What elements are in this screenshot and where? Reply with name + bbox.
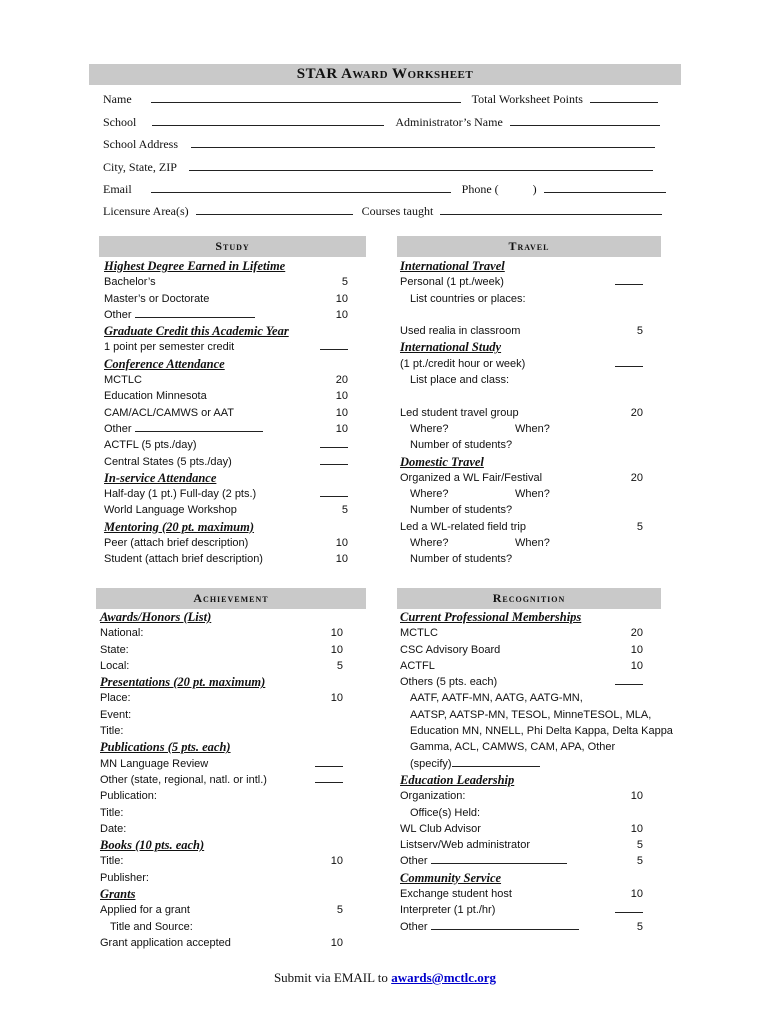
achievement-heading: Achievement xyxy=(96,588,366,609)
mentoring-title: Mentoring (20 pt. maximum) xyxy=(104,519,255,534)
admin-field[interactable] xyxy=(510,114,660,126)
email-link[interactable]: awards@mctlc.org xyxy=(391,970,497,985)
lead-other-label: Other xyxy=(400,855,428,868)
memberships-title: Current Professional Memberships xyxy=(400,610,582,624)
presentations-title: Presentations (20 pt. maximum) xyxy=(100,675,266,690)
books-points: 10 xyxy=(330,855,343,868)
listserv-points: 5 xyxy=(636,839,643,852)
phone-close: ) xyxy=(532,182,537,196)
countries-label: List countries or places: xyxy=(410,292,526,305)
domestic-title: Domestic Travel xyxy=(400,454,484,469)
bachelors-points: 5 xyxy=(341,276,348,289)
halfday-points-field[interactable] xyxy=(320,487,348,497)
wlw-points: 5 xyxy=(341,504,348,517)
publisher-label: Publisher: xyxy=(100,871,149,884)
where-label: Where? xyxy=(410,422,449,435)
masters-label: Master’s or Doctorate xyxy=(104,292,210,305)
study-rate-label: (1 pt./credit hour or week) xyxy=(400,357,526,370)
peer-label: Peer (attach brief description) xyxy=(104,537,249,550)
organization-label: Organization: xyxy=(400,790,466,803)
orgs-line-1: AATF, AATF-MN, AATG, AATG-MN, xyxy=(410,692,583,705)
num-students-label: Number of students? xyxy=(410,504,513,517)
edmn-points: 10 xyxy=(335,390,348,403)
grants-title: Grants xyxy=(100,887,136,902)
realia-points: 5 xyxy=(636,325,643,338)
email-field[interactable] xyxy=(151,181,451,193)
cam-label: CAM/ACL/CAMWS or AAT xyxy=(104,406,234,419)
event-label: Event: xyxy=(100,708,132,721)
wlclub-label: WL Club Advisor xyxy=(400,822,481,835)
school-field[interactable] xyxy=(152,114,384,126)
date-label: Date: xyxy=(100,822,127,835)
csc-points: 10 xyxy=(630,643,643,656)
orgs-line-3: Education MN, NNELL, Phi Delta Kappa, Delta Kappa xyxy=(410,725,673,738)
publication-label: Publication: xyxy=(100,790,157,803)
orgs-line-4: Gamma, ACL, CAMWS, CAM, APA, Other xyxy=(410,741,616,754)
interp-points-field[interactable] xyxy=(615,903,643,913)
office-label: Office(s) Held: xyxy=(410,806,481,819)
publications-title: Publications (5 pts. each) xyxy=(100,740,231,755)
organization-points: 10 xyxy=(630,790,643,803)
masters-points: 10 xyxy=(335,292,348,305)
intl-travel-title: International Travel xyxy=(400,259,505,273)
city-row xyxy=(103,159,653,175)
name-row xyxy=(103,91,658,107)
admin-label: Administrator’s Name xyxy=(395,115,503,129)
fair-points: 20 xyxy=(630,471,643,484)
num-students-label: Number of students? xyxy=(410,439,513,452)
wlclub-points: 10 xyxy=(630,822,643,835)
mctlc-label: MCTLC xyxy=(104,374,142,387)
national-label: National: xyxy=(100,627,144,640)
community-title: Community Service xyxy=(400,870,502,885)
conf-other-field[interactable] xyxy=(135,422,263,432)
accepted-points: 10 xyxy=(330,936,343,949)
credit-title: Graduate Credit this Academic Year xyxy=(104,324,289,339)
conf-other-label: Other xyxy=(104,422,132,435)
title-source-label: Title and Source: xyxy=(110,920,193,933)
memb-mctlc-points: 20 xyxy=(630,627,643,640)
phone-field[interactable] xyxy=(544,181,666,193)
comm-other-field[interactable] xyxy=(431,920,579,930)
degree-other-field[interactable] xyxy=(135,308,255,318)
listserv-label: Listserv/Web administrator xyxy=(400,839,531,852)
central-points-field[interactable] xyxy=(320,455,348,465)
local-points: 5 xyxy=(336,659,343,672)
state-points: 10 xyxy=(330,643,343,656)
host-label: Exchange student host xyxy=(400,888,512,901)
awards-title: Awards/Honors (List) xyxy=(100,610,212,624)
where-label: Where? xyxy=(410,488,449,501)
name-field[interactable] xyxy=(151,91,461,103)
when-label: When? xyxy=(515,488,550,501)
travel-column xyxy=(400,258,643,568)
wlw-label: World Language Workshop xyxy=(104,504,237,517)
when-label: When? xyxy=(515,537,550,550)
memb-mctlc-label: MCTLC xyxy=(400,627,438,640)
footer xyxy=(0,970,770,986)
courses-label: Courses taught xyxy=(361,204,434,218)
memb-actfl-points: 10 xyxy=(630,659,643,672)
bachelors-label: Bachelor’s xyxy=(104,276,156,289)
when-label: When? xyxy=(515,422,550,435)
specify-field[interactable] xyxy=(452,757,540,767)
comm-other-points: 5 xyxy=(636,920,643,933)
recognition-heading: Recognition xyxy=(397,588,661,609)
central-label: Central States (5 pts./day) xyxy=(104,455,232,468)
orgs-line-2: AATSP, AATSP-MN, TESOL, MinneTESOL, MLA, xyxy=(410,708,652,721)
lead-other-points: 5 xyxy=(636,855,643,868)
school-address-field[interactable] xyxy=(191,136,655,148)
area-code-field[interactable] xyxy=(502,182,530,193)
school-label: School xyxy=(103,115,137,129)
where-label: Where? xyxy=(410,537,449,550)
host-points: 10 xyxy=(630,888,643,901)
personal-points-field[interactable] xyxy=(615,275,643,285)
list-place-label: List place and class: xyxy=(410,374,510,387)
school-row xyxy=(103,114,660,130)
email-label: Email xyxy=(103,182,132,196)
national-points: 10 xyxy=(330,627,343,640)
total-points-label: Total Worksheet Points xyxy=(471,92,583,106)
state-label: State: xyxy=(100,643,129,656)
school-address-label: School Address xyxy=(103,137,178,151)
pub-other-points-field[interactable] xyxy=(315,773,343,783)
applied-points: 5 xyxy=(336,904,343,917)
cam-points: 10 xyxy=(335,406,348,419)
credit-label: 1 point per semester credit xyxy=(104,341,235,354)
lead-other-field[interactable] xyxy=(431,854,567,864)
book-title-label: Title: xyxy=(100,855,124,868)
conf-other-points: 10 xyxy=(335,422,348,435)
total-points-field[interactable] xyxy=(590,91,658,103)
personal-label: Personal (1 pt./week) xyxy=(400,276,504,289)
licensure-row xyxy=(103,203,662,219)
edmn-label: Education Minnesota xyxy=(104,390,207,403)
led-group-points: 20 xyxy=(630,406,643,419)
courses-field[interactable] xyxy=(440,203,662,215)
city-label: City, State, ZIP xyxy=(103,160,177,174)
inservice-title: In-service Attendance xyxy=(104,470,217,485)
city-field[interactable] xyxy=(189,159,653,171)
degree-other-points: 10 xyxy=(335,308,348,321)
comm-other-label: Other xyxy=(400,920,428,933)
place-label: Place: xyxy=(100,692,131,705)
achievement-column xyxy=(100,609,343,951)
licensure-label: Licensure Area(s) xyxy=(103,204,189,218)
realia-label: Used realia in classroom xyxy=(400,325,521,338)
pres-title-label: Title: xyxy=(100,725,124,738)
applied-label: Applied for a grant xyxy=(100,904,190,917)
fair-label: Organized a WL Fair/Festival xyxy=(400,471,543,484)
student-points: 10 xyxy=(335,553,348,566)
study-heading: Study xyxy=(99,236,366,257)
intl-study-title: International Study xyxy=(400,340,502,355)
footer-text: Submit via EMAIL to xyxy=(273,970,388,985)
conference-title: Conference Attendance xyxy=(104,356,225,371)
student-label: Student (attach brief description) xyxy=(104,553,263,566)
others-label: Others (5 pts. each) xyxy=(400,676,498,689)
mctlc-points: 20 xyxy=(335,374,348,387)
name-label: Name xyxy=(103,92,132,106)
csc-label: CSC Advisory Board xyxy=(400,643,501,656)
mnlr-points-field[interactable] xyxy=(315,757,343,767)
peer-points: 10 xyxy=(335,537,348,550)
degree-title: Highest Degree Earned in Lifetime xyxy=(104,259,286,273)
local-label: Local: xyxy=(100,659,130,672)
degree-other-label: Other xyxy=(104,308,132,321)
credit-points-field[interactable] xyxy=(320,340,348,350)
pub-other-label: Other (state, regional, natl. or intl.) xyxy=(100,773,267,786)
interp-label: Interpreter (1 pt./hr) xyxy=(400,904,496,917)
actfl-label: ACTFL (5 pts./day) xyxy=(104,439,197,452)
led-group-label: Led student travel group xyxy=(400,406,519,419)
actfl-points-field[interactable] xyxy=(320,438,348,448)
mnlr-label: MN Language Review xyxy=(100,757,209,770)
field-trip-points: 5 xyxy=(636,520,643,533)
place-points: 10 xyxy=(330,692,343,705)
study-column xyxy=(104,258,348,568)
recognition-column xyxy=(400,609,673,935)
email-row xyxy=(103,181,666,197)
leadership-title: Education Leadership xyxy=(400,772,515,787)
accepted-label: Grant application accepted xyxy=(100,936,231,949)
page-title: STAR Award Worksheet xyxy=(89,64,681,85)
memb-actfl-label: ACTFL xyxy=(400,659,435,672)
others-points-field[interactable] xyxy=(615,675,643,685)
phone-label: Phone ( xyxy=(461,182,499,196)
travel-heading: Travel xyxy=(397,236,661,257)
field-trip-label: Led a WL-related field trip xyxy=(400,520,526,533)
halfday-label: Half-day (1 pt.) Full-day (2 pts.) xyxy=(104,488,257,501)
specify-label: (specify) xyxy=(410,757,452,770)
num-students-label: Number of students? xyxy=(410,553,513,566)
licensure-field[interactable] xyxy=(196,203,353,215)
address-row xyxy=(103,136,655,152)
books-title: Books (10 pts. each) xyxy=(100,838,205,853)
study-points-field[interactable] xyxy=(615,357,643,367)
pub-title-label: Title: xyxy=(100,806,124,819)
